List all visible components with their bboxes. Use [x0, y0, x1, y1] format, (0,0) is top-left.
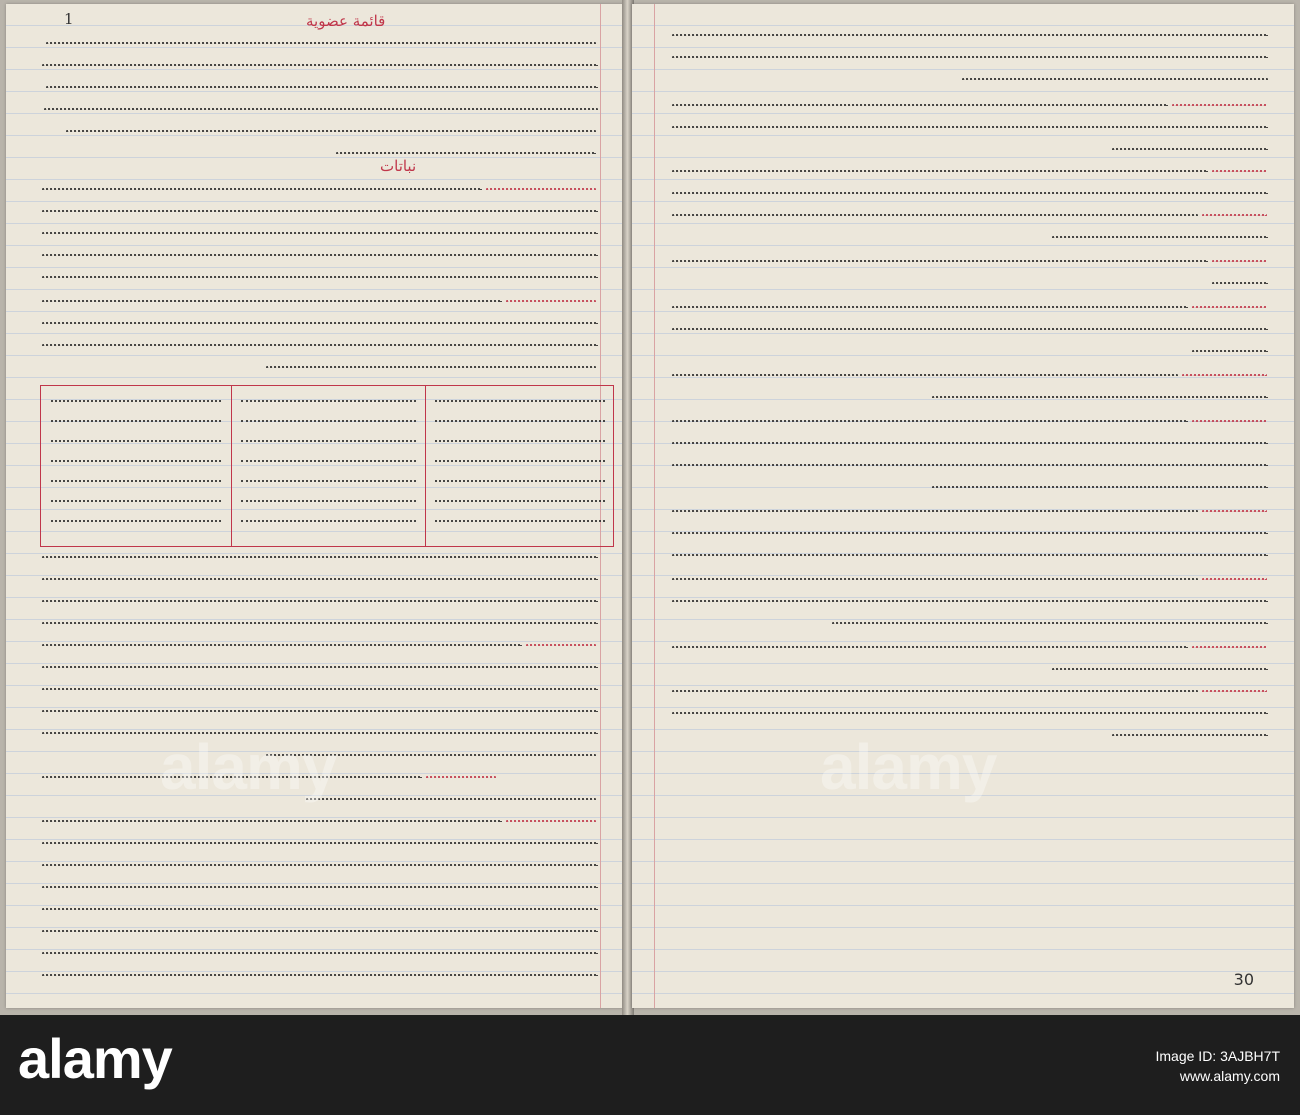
handwritten-line: [672, 104, 1168, 108]
table-row: [241, 500, 416, 504]
table-column-divider: [231, 386, 232, 546]
table-row: [435, 480, 605, 484]
handwritten-line: [932, 396, 1268, 400]
handwritten-line-red: [1192, 646, 1267, 650]
right-page: [632, 4, 1294, 1008]
table-row: [435, 400, 605, 404]
handwritten-line: [672, 34, 1268, 38]
handwritten-line: [962, 78, 1268, 82]
handwritten-line: [672, 646, 1188, 650]
handwritten-line-red: [1212, 170, 1267, 174]
handwritten-line-red: [506, 300, 596, 304]
table-row: [241, 520, 416, 524]
handwritten-line: [672, 56, 1268, 60]
handwritten-line: [266, 366, 596, 370]
handwritten-line: [336, 152, 596, 156]
handwritten-line-red: [506, 820, 596, 824]
handwritten-line: [1112, 148, 1268, 152]
section-title: نباتات: [380, 157, 417, 175]
handwritten-line: [1052, 668, 1268, 672]
handwritten-line: [672, 374, 1178, 378]
table-row: [51, 400, 221, 404]
table-row: [51, 460, 221, 464]
handwritten-line: [672, 328, 1268, 332]
table-row: [51, 480, 221, 484]
handwritten-line: [672, 420, 1188, 424]
handwritten-line: [672, 214, 1198, 218]
handwritten-line: [42, 974, 598, 978]
handwritten-line: [672, 170, 1208, 174]
handwritten-line: [672, 442, 1268, 446]
handwritten-line: [42, 322, 598, 326]
handwritten-line: [42, 578, 598, 582]
table-row: [51, 520, 221, 524]
handwritten-line: [66, 130, 596, 134]
handwritten-line: [42, 644, 522, 648]
handwritten-line: [672, 578, 1198, 582]
table-row: [435, 420, 605, 424]
handwritten-line: [1192, 350, 1268, 354]
handwritten-line-red: [526, 644, 596, 648]
page-number: 30: [1233, 970, 1254, 989]
handwritten-line: [46, 86, 598, 90]
handwritten-line: [1052, 236, 1268, 240]
handwritten-line: [672, 464, 1268, 468]
handwritten-line-red: [1192, 420, 1267, 424]
handwritten-line: [42, 886, 598, 890]
handwritten-line: [672, 532, 1268, 536]
handwritten-line: [1112, 734, 1268, 738]
handwritten-line: [672, 260, 1208, 264]
handwritten-line-red: [1192, 306, 1267, 310]
handwritten-line: [832, 622, 1268, 626]
handwritten-line: [42, 600, 598, 604]
handwritten-line: [932, 486, 1268, 490]
table-row: [241, 440, 416, 444]
handwritten-line: [42, 952, 598, 956]
handwritten-line: [42, 688, 598, 692]
table-row: [241, 480, 416, 484]
handwritten-line: [42, 908, 598, 912]
table-row: [435, 520, 605, 524]
handwritten-line: [672, 690, 1198, 694]
handwritten-line-red: [1202, 510, 1267, 514]
table-row: [241, 460, 416, 464]
page-header: قائمة عضوية: [306, 12, 386, 30]
plant-forms-table: [40, 385, 614, 547]
table-row: [51, 420, 221, 424]
handwritten-line-red: [1172, 104, 1267, 108]
handwritten-line: [672, 600, 1268, 604]
handwritten-line: [672, 126, 1268, 130]
site-url[interactable]: www.alamy.com: [1179, 1068, 1280, 1084]
handwritten-line-red: [1182, 374, 1267, 378]
image-id: Image ID: 3AJBH7T: [1155, 1048, 1280, 1064]
handwritten-line: [42, 864, 598, 868]
corner-number: 1: [64, 10, 74, 28]
handwritten-line-red: [1202, 578, 1267, 582]
watermark-text: alamy: [160, 731, 337, 803]
table-row: [51, 440, 221, 444]
handwritten-line: [42, 820, 502, 824]
handwritten-line: [672, 554, 1268, 558]
handwritten-line: [42, 64, 598, 68]
table-column-divider: [425, 386, 426, 546]
handwritten-line-red: [486, 188, 596, 192]
handwritten-line: [42, 188, 482, 192]
handwritten-line: [42, 710, 598, 714]
right-margin-line: [654, 4, 655, 1008]
handwritten-line-red: [1202, 690, 1267, 694]
handwritten-line: [42, 232, 598, 236]
handwritten-line: [42, 666, 598, 670]
brand-logo: alamy: [18, 1027, 172, 1090]
table-row: [435, 500, 605, 504]
handwritten-line: [42, 276, 598, 280]
handwritten-line: [46, 42, 596, 46]
watermark-text: alamy: [820, 731, 997, 803]
handwritten-line: [672, 306, 1188, 310]
handwritten-line: [44, 108, 598, 112]
handwritten-line: [672, 712, 1268, 716]
handwritten-line-red: [1202, 214, 1267, 218]
handwritten-line: [42, 556, 598, 560]
handwritten-line-red: [426, 776, 496, 780]
table-row: [241, 400, 416, 404]
handwritten-line: [42, 300, 502, 304]
table-row: [241, 420, 416, 424]
handwritten-line: [306, 798, 596, 802]
footer-bar: [0, 1015, 1300, 1115]
handwritten-line: [42, 842, 598, 846]
handwritten-line: [1212, 282, 1268, 286]
handwritten-line: [42, 344, 598, 348]
handwritten-line: [42, 930, 598, 934]
handwritten-line: [42, 210, 598, 214]
table-row: [51, 500, 221, 504]
handwritten-line: [672, 510, 1198, 514]
handwritten-line-red: [1212, 260, 1267, 264]
handwritten-line: [672, 192, 1268, 196]
table-row: [435, 440, 605, 444]
handwritten-line: [42, 254, 598, 258]
left-page: [6, 4, 625, 1008]
handwritten-line: [42, 622, 598, 626]
table-row: [435, 460, 605, 464]
